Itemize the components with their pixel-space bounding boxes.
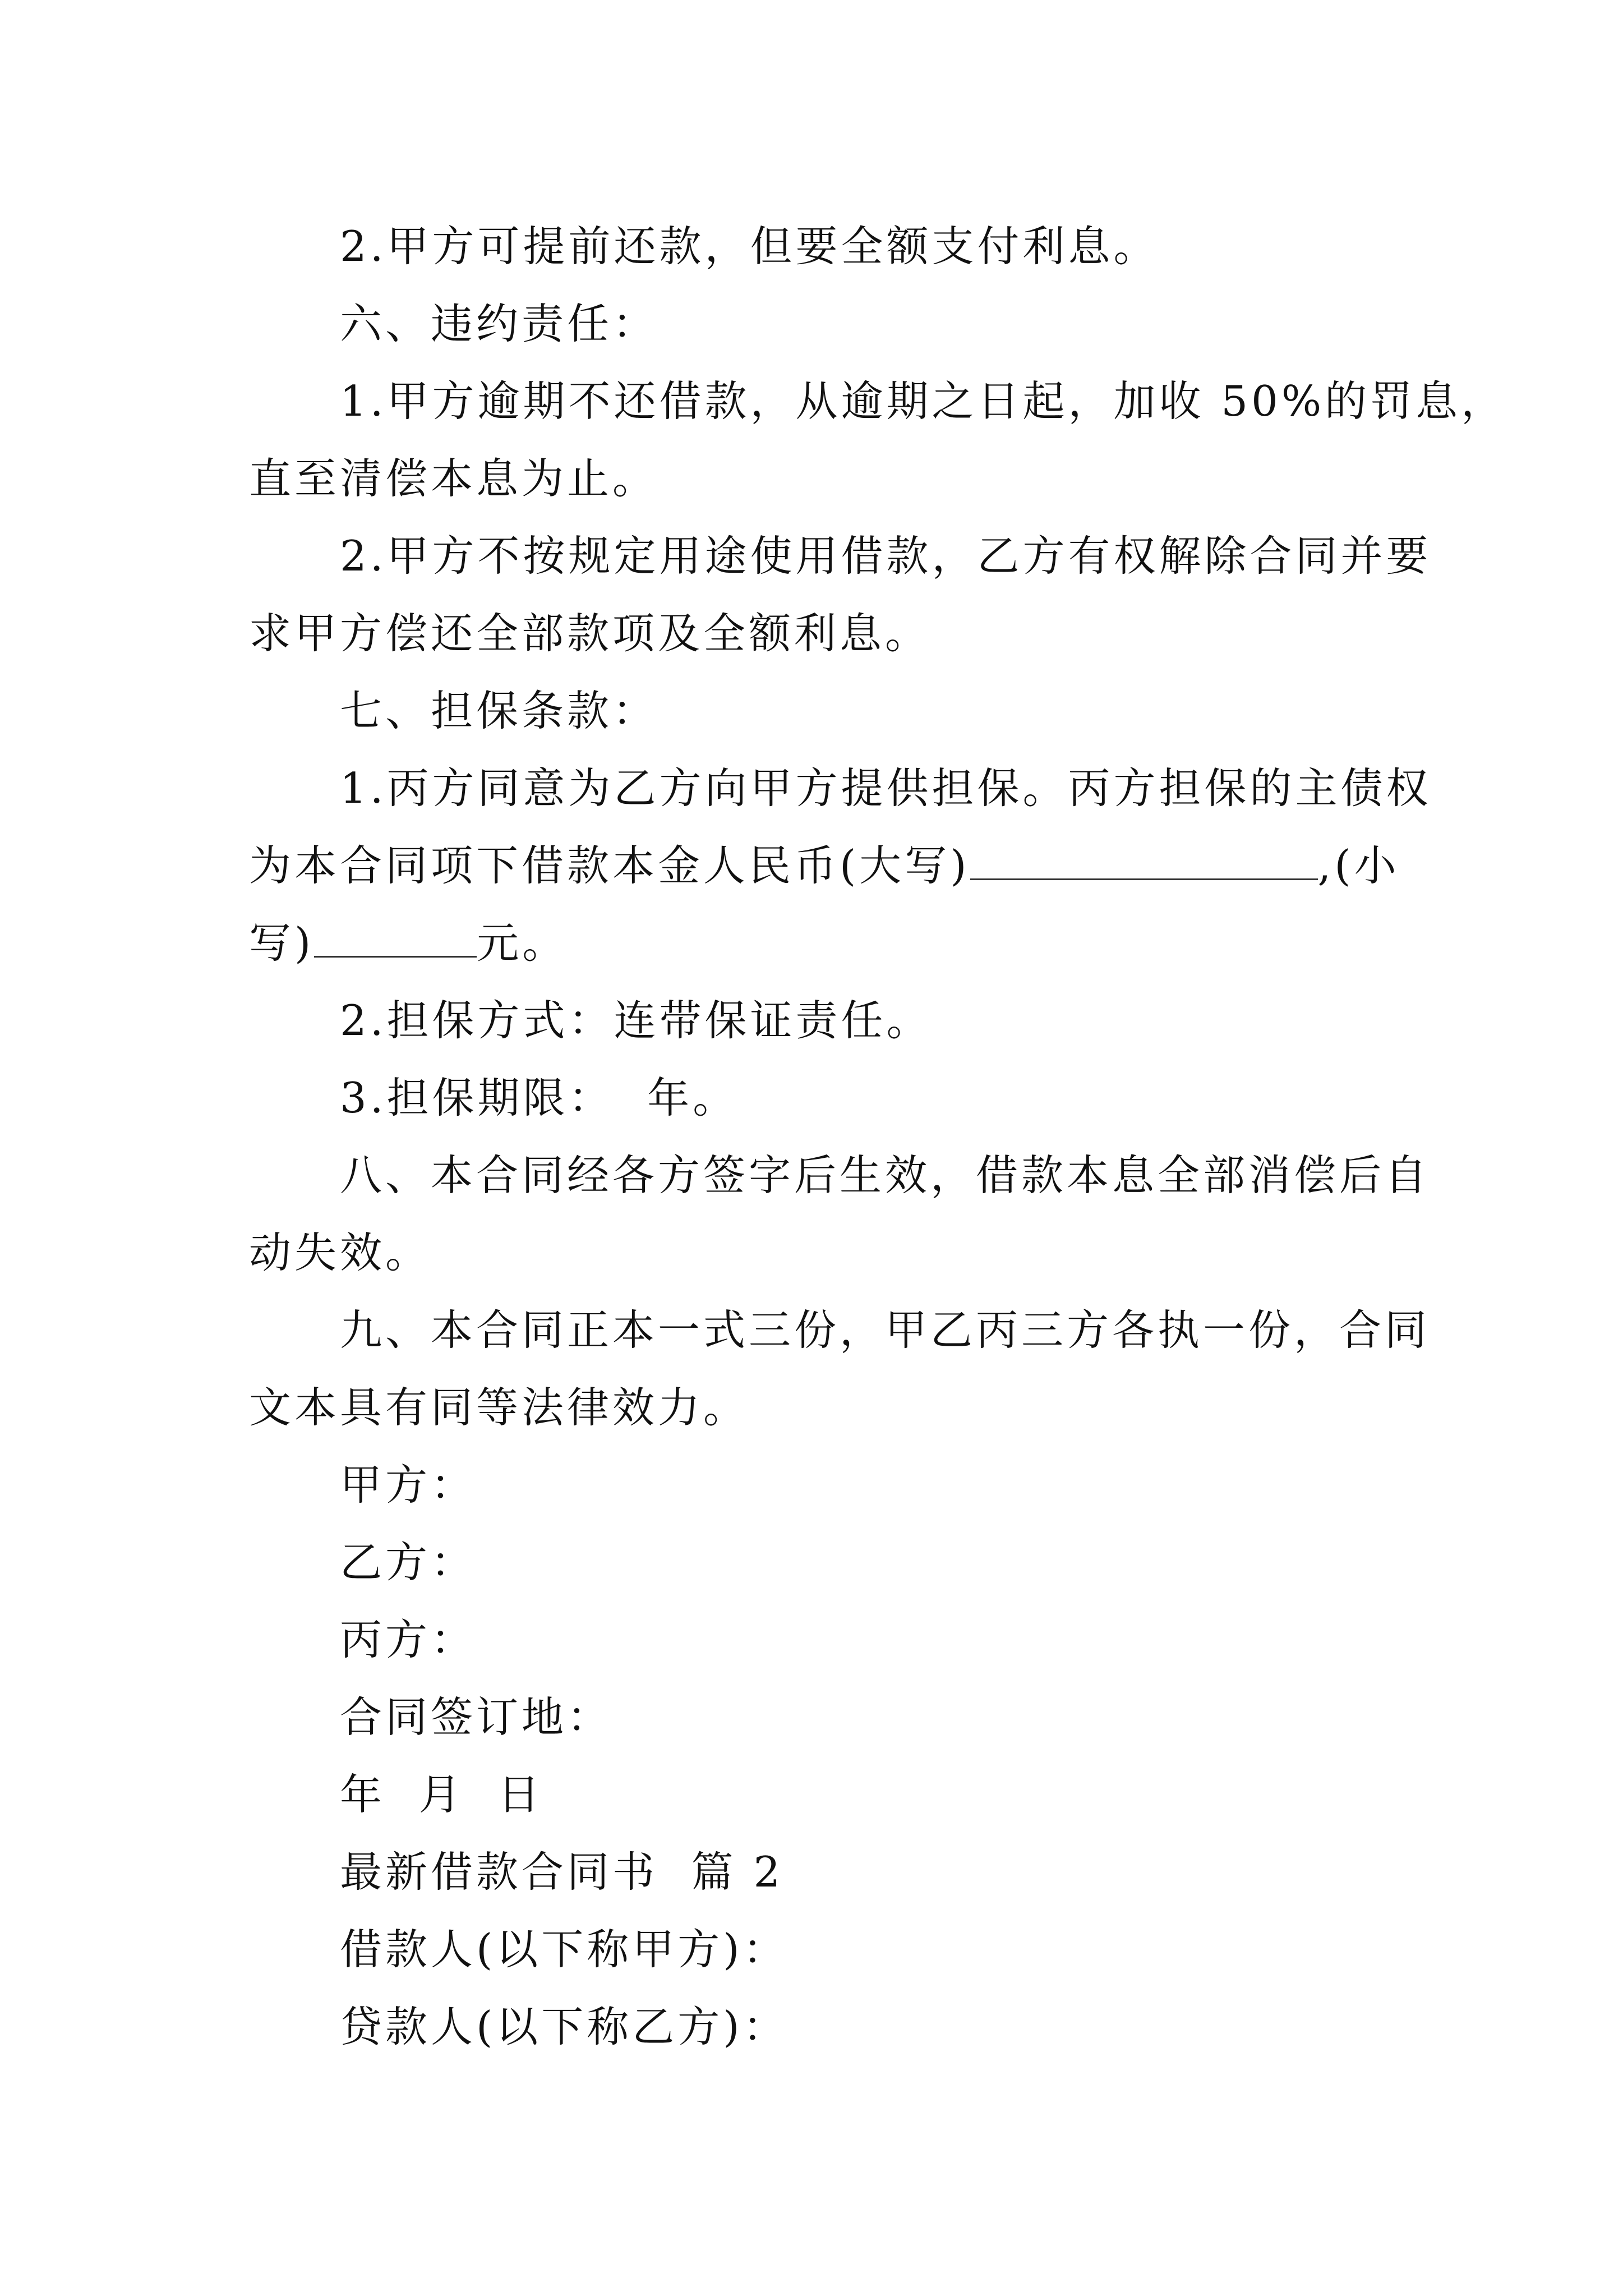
clause-guarantee-term-text: 3.担保期限： 年。 (340, 1073, 739, 1122)
document-body (249, 208, 1507, 2065)
clause-guarantee-method-text: 2.担保方式：连带保证责任。 (340, 996, 932, 1045)
clause-effective-line-2: 动失效。 (249, 1228, 431, 1277)
amount-lowercase-label-end: 写) (249, 918, 315, 968)
clause-effective-line-1: 八、本合同经各方签字后生效，借款本息全部消偿后自 (340, 1151, 1431, 1200)
clause-guarantee-scope (249, 749, 1432, 982)
clause-overdue-line-1: 1.甲方逾期不还借款，从逾期之日起，加收 50%的罚息， (340, 376, 1507, 426)
amount-lowercase-label-start: ,(小 (1317, 841, 1400, 890)
clause-copies (249, 1291, 1431, 1446)
signing-date-label: 年 月 日 (340, 1770, 543, 1819)
section-heading-breach-text: 六、违约责任： (340, 299, 658, 348)
amount-uppercase-blank[interactable] (970, 844, 1318, 880)
borrower-label: 借款人(以下称甲方)： (340, 1925, 789, 1974)
clause-misuse-line-1: 2.甲方不按规定用途使用借款，乙方有权解除合同并要 (340, 531, 1432, 581)
next-contract-title-text: 最新借款合同书 篇 2 (340, 1847, 784, 1897)
lender-label: 贷款人(以下称乙方)： (340, 2002, 789, 2051)
clause-guarantee-scope-line-3 (249, 904, 1387, 982)
signature-party-c-label: 丙方： (340, 1615, 477, 1664)
amount-lowercase-blank[interactable] (314, 921, 477, 958)
borrower-line (249, 1911, 1387, 1988)
clause-guarantee-method (249, 982, 1387, 1059)
next-contract-title (249, 1833, 1387, 1911)
signature-party-b (249, 1524, 1387, 1601)
clause-guarantee-term (249, 1059, 1387, 1137)
section-heading-guarantee-text: 七、担保条款： (340, 686, 658, 735)
clause-prepayment (249, 208, 1387, 285)
clause-effective (249, 1137, 1431, 1291)
section-heading-guarantee (249, 672, 1387, 749)
signature-party-a-label: 甲方： (340, 1460, 477, 1510)
clause-overdue-line-2: 直至清偿本息为止。 (249, 454, 658, 503)
amount-uppercase-label: 为本合同项下借款本金人民币(大写) (249, 841, 970, 890)
lender-line (249, 1988, 1387, 2065)
signature-party-c (249, 1601, 1387, 1678)
clause-copies-line-2: 文本具有同等法律效力。 (249, 1383, 749, 1432)
clause-copies-line-1: 九、本合同正本一式三份，甲乙丙三方各执一份，合同 (340, 1305, 1431, 1355)
section-heading-breach (249, 285, 1387, 362)
clause-misuse-line-2: 求甲方偿还全部款项及全额利息。 (249, 609, 931, 658)
signing-date (249, 1756, 1387, 1833)
clause-guarantee-scope-line-1: 1.丙方同意为乙方向甲方提供担保。丙方担保的主债权 (340, 763, 1432, 813)
clause-overdue (249, 362, 1507, 517)
signature-party-b-label: 乙方： (340, 1538, 477, 1587)
clause-prepayment-text: 2.甲方可提前还款，但要全额支付利息。 (340, 222, 1159, 271)
signing-place-label: 合同签订地： (340, 1692, 613, 1742)
signature-party-a (249, 1446, 1387, 1524)
clause-misuse (249, 517, 1432, 672)
amount-unit: 元。 (477, 918, 568, 968)
clause-guarantee-scope-line-2 (249, 827, 1400, 904)
signing-place (249, 1678, 1387, 1756)
